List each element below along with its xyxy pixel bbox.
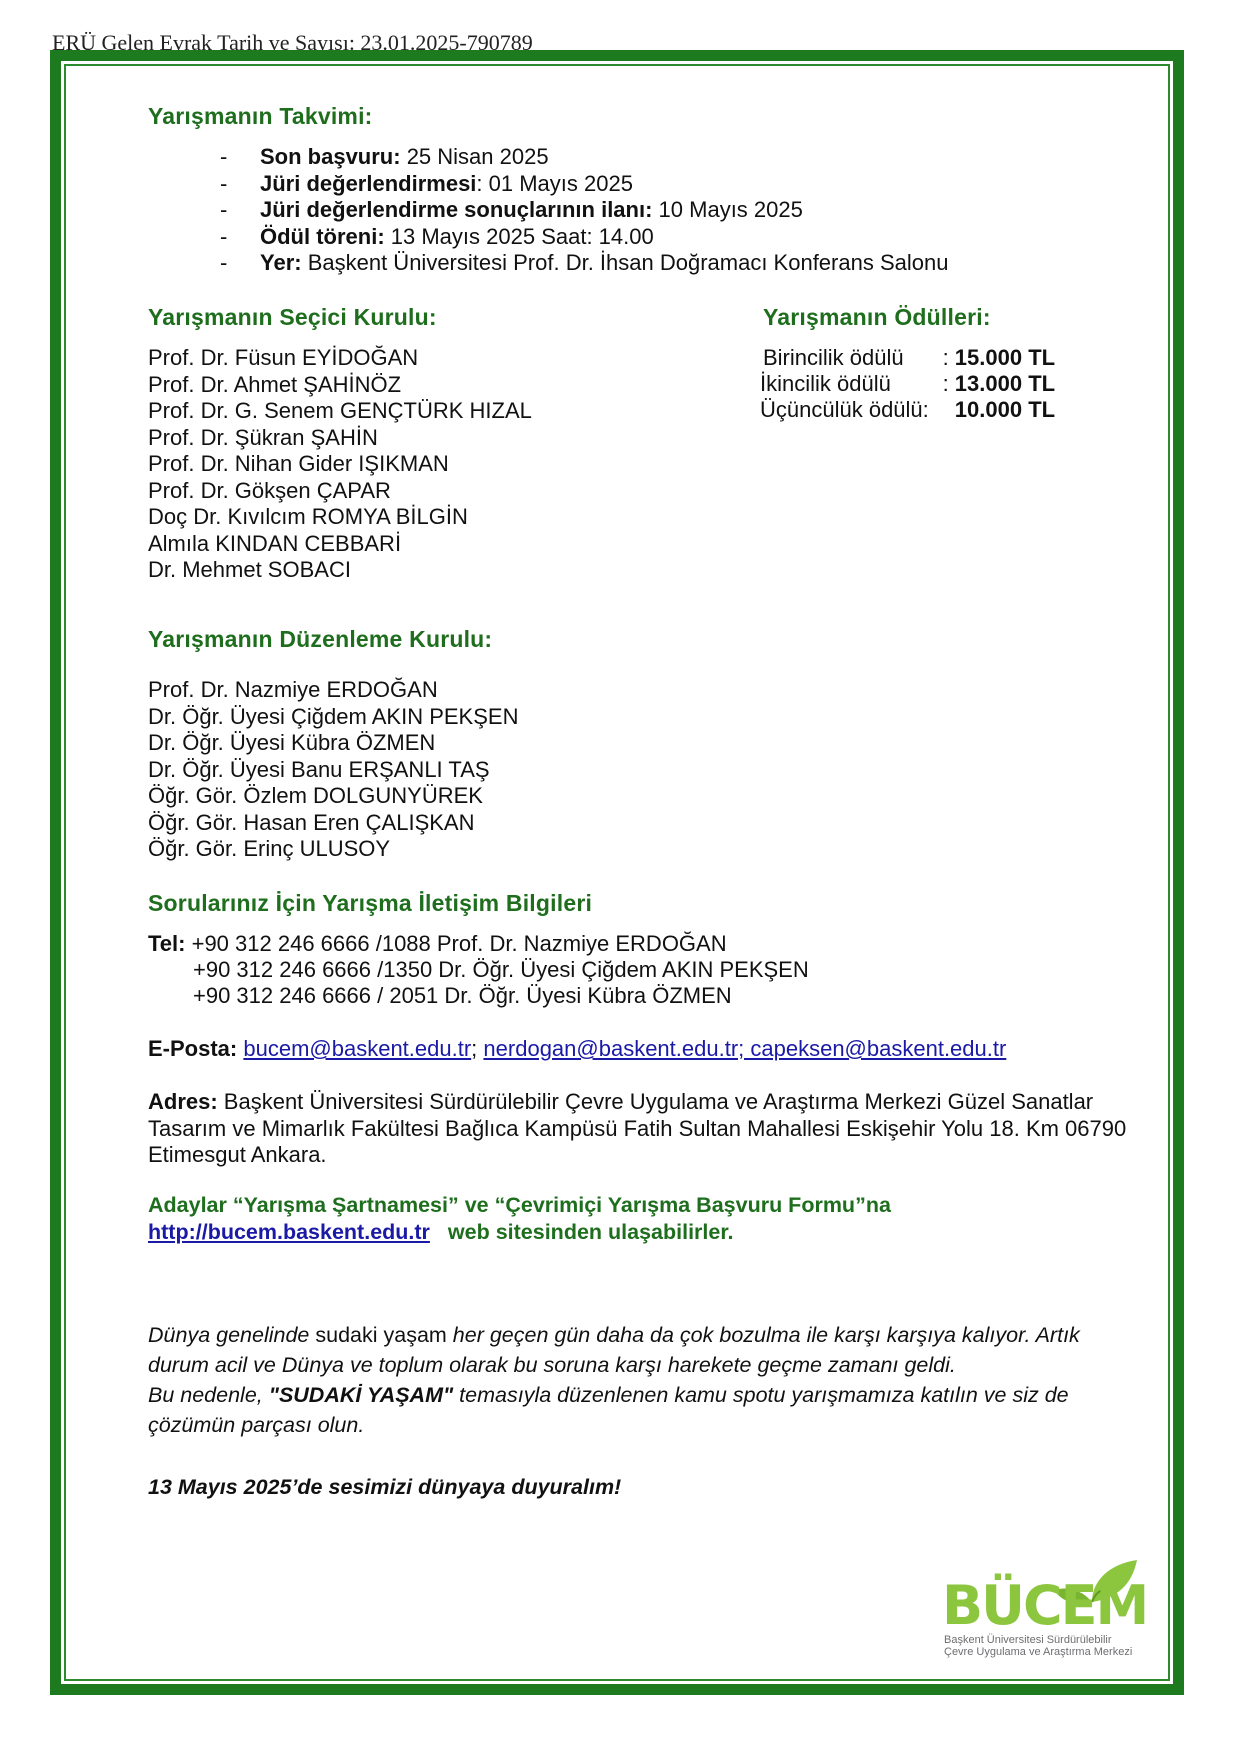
- prizes-heading: Yarışmanın Ödülleri:: [763, 304, 991, 330]
- document-stamp: ERÜ Gelen Evrak Tarih ve Sayısı: 23.01.2025-790789: [52, 30, 533, 55]
- jury-member: Dr. Mehmet SOBACI: [148, 557, 351, 582]
- address-line: Adres: Başkent Üniversitesi Sürdürülebilir Çevre Uygulama ve Araştırma Merkezi Güzel Sanatlar: [148, 1089, 1094, 1114]
- email-line: E-Posta: bucem@baskent.edu.tr; nerdogan@baskent.edu.tr; capeksen@baskent.edu.tr: [148, 1036, 1007, 1061]
- jury-member: Prof. Dr. Şükran ŞAHİN: [148, 424, 378, 450]
- jury-heading: Yarışmanın Seçici Kurulu:: [148, 304, 437, 330]
- contact-heading: Sorularınız İçin Yarışma İletişim Bilgileri: [148, 890, 593, 916]
- phone-line: +90 312 246 6666 /1350 Dr. Öğr. Üyesi Çiğdem AKIN PEKŞEN: [193, 957, 809, 982]
- organizer-member: Prof. Dr. Nazmiye ERDOĞAN: [148, 677, 438, 702]
- message-block: [148, 1320, 1080, 1440]
- schedule-item: - Jüri değerlendirme sonuçlarının ilanı: 10 Mayıs 2025: [220, 197, 803, 222]
- address-line: Tasarım ve Mimarlık Fakültesi Bağlıca Kampüsü Fatih Sultan Mahallesi Eskişehir Yolu 18. Km 06790: [148, 1115, 1127, 1141]
- organizer-member: Dr. Öğr. Üyesi Çiğdem AKIN PEKŞEN: [148, 703, 519, 729]
- schedule-item: - Ödül töreni: 13 Mayıs 2025 Saat: 14.00: [220, 223, 654, 249]
- organizer-member: Öğr. Gör. Erinç ULUSOY: [148, 836, 391, 861]
- organizers-heading: Yarışmanın Düzenleme Kurulu:: [148, 626, 493, 652]
- prizes-table: [760, 345, 1055, 423]
- address-block: [148, 1089, 1158, 1169]
- logo-subtitle-2: Çevre Uygulama ve Araştırma Merkezi: [944, 1646, 1133, 1658]
- jury-member: Prof. Dr. Füsun EYİDOĞAN: [148, 345, 419, 370]
- organizer-member: Öğr. Gör. Özlem DOLGUNYÜREK: [148, 783, 483, 808]
- schedule-heading: Yarışmanın Takvimi:: [148, 103, 373, 129]
- message-line: Dünya genelinde sudaki yaşam her geçen gün daha da çok bozulma ile karşı karşıya kalıyor. Artık: [148, 1323, 1080, 1347]
- logo-wordmark: BÜCEM: [942, 1574, 1148, 1637]
- message-line: çözümün parçası olun.: [148, 1413, 365, 1437]
- jury-member: Prof. Dr. Gökşen ÇAPAR: [148, 477, 391, 503]
- jury-member: Prof. Dr. Nihan Gider IŞIKMAN: [148, 451, 449, 476]
- prize-row: Üçüncülük ödülü : 10.000 TL: [760, 397, 1056, 422]
- email-label: E-Posta:: [148, 1036, 238, 1061]
- prize-row: Birincilik ödülü : 15.000 TL: [763, 345, 1056, 370]
- schedule-item: - Jüri değerlendirmesi: 01 Mayıs 2025: [220, 170, 633, 196]
- schedule-list: [220, 144, 948, 277]
- address-line: Etimesgut Ankara.: [148, 1142, 327, 1167]
- schedule-item: - Son başvuru: 25 Nisan 2025: [220, 144, 549, 169]
- jury-member: Prof. Dr. Ahmet ŞAHİNÖZ: [148, 371, 402, 397]
- email-link-staff[interactable]: nerdogan@baskent.edu.tr; capeksen@baskent.edu.tr: [483, 1036, 1007, 1061]
- jury-member: Almıla KINDAN CEBBARİ: [148, 530, 402, 556]
- organizers-list: [148, 677, 518, 863]
- organizer-member: Öğr. Gör. Hasan Eren ÇALIŞKAN: [148, 809, 475, 835]
- phone-line: +90 312 246 6666 / 2051 Dr. Öğr. Üyesi Kübra ÖZMEN: [193, 983, 732, 1008]
- email-link-bucem[interactable]: bucem@baskent.edu.tr: [243, 1036, 472, 1061]
- logo-subtitle-1: Başkent Üniversitesi Sürdürülebilir: [944, 1634, 1112, 1646]
- schedule-item: - Yer: Başkent Üniversitesi Prof. Dr. İhsan Doğramacı Konferans Salonu: [220, 250, 949, 275]
- website-link[interactable]: http://bucem.baskent.edu.tr: [148, 1220, 430, 1244]
- apply-text: Adaylar “Yarışma Şartnamesi” ve “Çevrimiçi Yarışma Başvuru Formu”na: [148, 1193, 891, 1217]
- bucem-logo: [942, 1540, 1162, 1660]
- message-line: durum acil ve Dünya ve toplum olarak bu soruna karşı harekete geçme zamanı geldi.: [148, 1353, 956, 1377]
- phone-line: Tel: +90 312 246 6666 /1088 Prof. Dr. Nazmiye ERDOĞAN: [148, 931, 727, 956]
- jury-member: Prof. Dr. G. Senem GENÇTÜRK HIZAL: [148, 398, 532, 423]
- organizer-member: Dr. Öğr. Üyesi Kübra ÖZMEN: [148, 730, 436, 755]
- apply-url-line: http://bucem.baskent.edu.tr web sitesinden ulaşabilirler.: [148, 1220, 734, 1244]
- jury-member: Doç Dr. Kıvılcım ROMYA BİLGİN: [148, 504, 468, 529]
- prize-row: İkincilik ödülü : 13.000 TL: [760, 371, 1056, 396]
- message-line: Bu nedenle, "SUDAKİ YAŞAM" temasıyla düzenlenen kamu spotu yarışmamıza katılın ve siz de: [148, 1383, 1069, 1407]
- jury-list: [148, 345, 532, 584]
- organizer-member: Dr. Öğr. Üyesi Banu ERŞANLI TAŞ: [148, 756, 490, 782]
- closing-line: 13 Mayıs 2025’de sesimizi dünyaya duyuralım!: [148, 1475, 622, 1499]
